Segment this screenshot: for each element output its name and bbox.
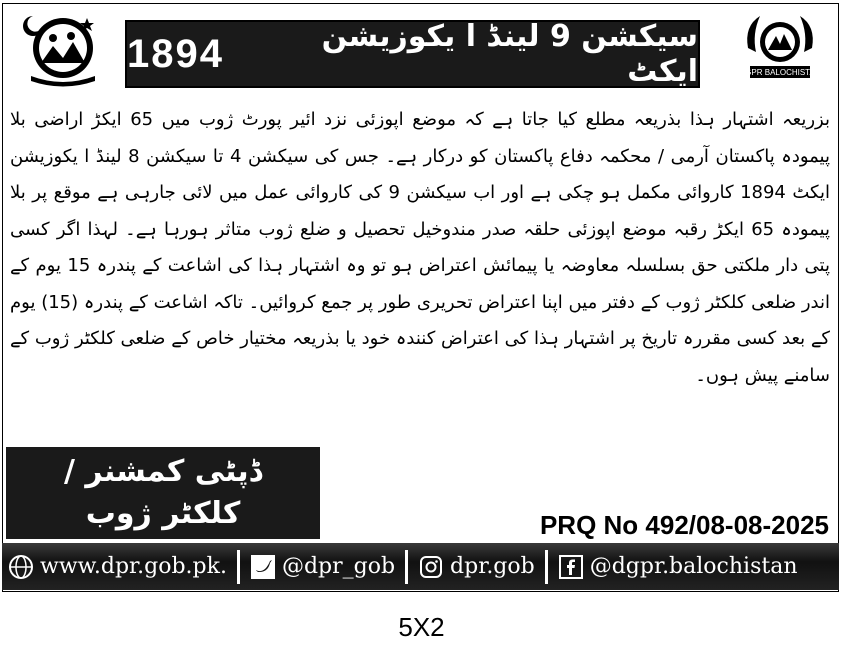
footer-instagram-text: dpr.gob (450, 554, 535, 579)
footer-facebook-text: @dgpr.balochistan (589, 554, 798, 579)
signature-box (6, 447, 320, 539)
footer-divider (405, 550, 408, 584)
signature-title: ڈپٹی کمشنر / (63, 454, 263, 489)
instagram-icon (418, 554, 444, 580)
footer-divider (545, 550, 548, 584)
dgpr-emblem-caption: DGPR BALOCHISTAN (739, 68, 821, 77)
footer-bar (2, 543, 839, 590)
notice-body: بزریعہ اشتہار ہذا بذریعہ مطلع کیا جاتا ہے کہ موضع اپوزئی نزد ائیر پورٹ ژوب میں 65 ایکڑ اراضی بلا پیمودہ پاکستان آرمی / محکمہ دفاع پاکستان کو درکار ہے۔ جس کی سیکشن 4 تا سیکشن 8 لینڈ ا یکوزیشن ایکٹ 1894 کاروائی مکمل ہو چکی ہے اور اب سیکشن 9 کی کاروائی عمل میں لائی جارہی ہے موقع پر بلا پیمودہ 65 ایکڑ رقبہ موضع اپوزئی حلقہ صدر مندوخیل تحصیل و ضلع ژوب متاثر ہورہا ہے۔ لہذا اگر کسی پتی دار ملکتی حق بسلسلہ معاوضہ یا پیمائش اعتراض ہو تو وہ اشتہار ہذا کی اشاعت کے پندرہ 15 یوم کے اندر ضلعی کلکٹر ژوب کے دفتر میں اپنا اعتراض تحریری طور پر جمع کروائیں۔ تاکہ اشاعت کے پندرہ (15) یوم کے بعد کسی مقررہ تاریخ پر اشتہار ہذا کی اعتراض کنندہ خود یا بذریعہ مختیار خاص کے ضلعی کلکٹر ژوب کے سامنے پیش ہوں۔ (10, 109, 830, 386)
title-banner (125, 20, 700, 88)
footer-twitter-text: @dpr_gob (281, 554, 396, 579)
twitter-icon (250, 554, 276, 580)
title-urdu: سیکشن 9 لینڈ ا یکوزیشن ایکٹ (321, 19, 698, 89)
title-year: 1894 (127, 31, 224, 76)
footer-divider (237, 550, 240, 584)
facebook-icon (558, 554, 584, 580)
web-icon (8, 554, 34, 580)
footer-website-text: www.dpr.gob.pk. (40, 554, 227, 579)
ad-size-label: 5X2 (398, 612, 445, 642)
signature-office: کلکٹر ژوب (85, 496, 241, 531)
footer-website[interactable] (8, 554, 227, 580)
prq-number: PRQ No 492/08-08-2025 (539, 510, 829, 540)
footer-twitter[interactable] (250, 554, 395, 580)
balochistan-emblem-icon (8, 8, 118, 88)
dgpr-emblem-icon (725, 8, 835, 88)
footer-facebook[interactable] (558, 554, 798, 580)
footer-instagram[interactable] (418, 554, 535, 580)
